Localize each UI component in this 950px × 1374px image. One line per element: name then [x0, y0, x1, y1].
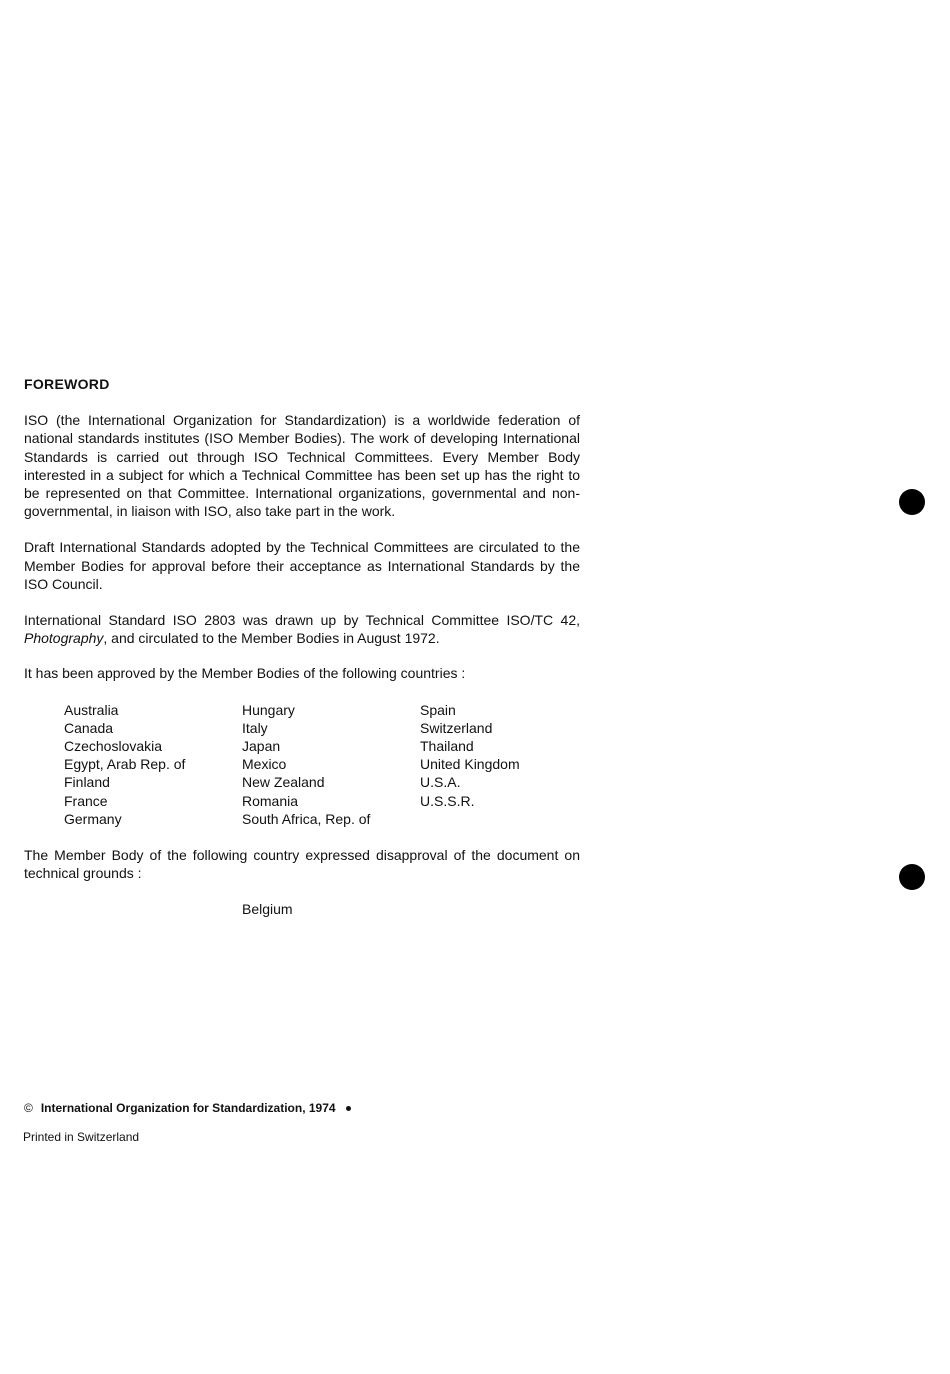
country-item: United Kingdom	[420, 756, 520, 773]
foreword-section	[24, 375, 580, 919]
country-item: Japan	[242, 738, 281, 755]
copyright-icon: ©	[24, 1101, 33, 1115]
standard-text-before: International Standard ISO 2803 was drawn up by Technical Committee ISO/TC 42,	[24, 612, 580, 629]
copyright-line	[24, 1101, 351, 1115]
country-column-2	[242, 701, 420, 828]
approval-intro: It has been approved by the Member Bodies of the following countries :	[24, 665, 466, 682]
printed-in: Printed in Switzerland	[23, 1130, 140, 1144]
country-item: Switzerland	[420, 719, 493, 736]
country-item: U.S.S.R.	[420, 792, 475, 809]
bullet-icon	[346, 1106, 351, 1111]
country-item: Finland	[64, 774, 110, 791]
country-item: Romania	[242, 792, 299, 809]
country-item: Czechoslovakia	[64, 738, 163, 755]
punch-hole-icon	[899, 489, 925, 515]
country-item: Mexico	[242, 756, 287, 773]
paragraph-standard-origin	[24, 611, 580, 647]
country-item: New Zealand	[242, 774, 325, 791]
country-column-1	[64, 701, 242, 828]
country-item: Belgium	[242, 901, 293, 918]
country-item: Italy	[242, 719, 268, 736]
committee-name: Photography	[24, 630, 104, 647]
foreword-heading: FOREWORD	[24, 376, 110, 392]
country-item: Germany	[64, 810, 122, 827]
country-item: U.S.A.	[420, 774, 461, 791]
disapproving-countries	[242, 900, 580, 918]
country-item: Spain	[420, 701, 456, 718]
disapproval-text: The Member Body of the following country expressed disapproval of the document on technical grounds :	[24, 847, 580, 882]
copyright-text: International Organization for Standardization, 1974	[40, 1101, 336, 1115]
country-item: South Africa, Rep. of	[242, 810, 371, 827]
approving-countries	[64, 701, 580, 828]
paragraph-draft-standards: Draft International Standards adopted by the Technical Committees are circulated to the Member Bodies for approval before their acceptance as International Standards by the ISO Council.	[24, 539, 580, 592]
paragraph-iso-intro: ISO (the International Organization for Standardization) is a worldwide federation of national standards institutes (ISO Member Bodies). The work of developing International Standards is carried out through ISO Technical Committees. Every Member Body interested in a subject for which a Technical Committee has been set up has the right to be represented on that Committee. International organizations, governmental and non-governmental, in liaison with ISO, also take part in the work.	[24, 412, 580, 520]
country-item: Egypt, Arab Rep. of	[64, 756, 186, 773]
country-column-3	[420, 701, 580, 828]
standard-text-after: , and circulated to the Member Bodies in August 1972.	[103, 630, 440, 647]
country-item: France	[64, 792, 108, 809]
country-item: Hungary	[242, 701, 295, 718]
punch-hole-icon	[899, 864, 925, 890]
country-item: Australia	[64, 701, 119, 718]
country-item: Thailand	[420, 738, 474, 755]
country-item: Canada	[64, 719, 114, 736]
